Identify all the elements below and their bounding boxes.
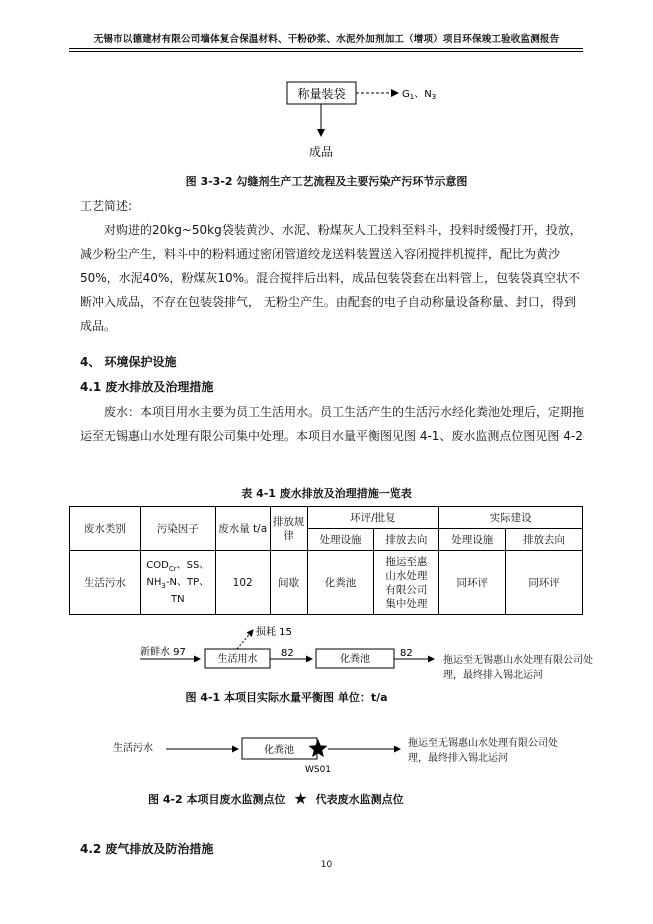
figure-3-3-2-caption: 图 3-3-2 勾缝剂生产工艺流程及主要污染产污环节示意图 [185,175,468,188]
th-rule: 排放规律 [270,507,307,551]
section-4-1-body: 废水：本项目用水主要为员工生活用水。员工生活产生的生活污水经化粪池处理后，定期拖运至无锡惠山水处理有限公司集中处理。本项目水量平衡图见图 4-1、废水监测点位图见图 4-2 [80,405,585,443]
td-actual-facility: 同环评 [439,551,506,615]
td-amount: 102 [215,551,270,615]
th-actual-dest: 排放去向 [506,529,583,551]
th-actual: 实际建设 [439,507,583,529]
table-4-1 [69,506,583,615]
td-actual-dest: 同环评 [506,551,583,615]
section-4-1-heading: 4.1 废水排放及治理措施 [80,380,214,394]
fig42-destination: 拖运至无锡惠山水处理有限公司处理，最终排入锡北运河 [408,738,558,764]
section-4-2-heading: 4.2 废气排放及防治措施 [80,842,214,856]
septic-tank-label: 化粪池 [340,654,370,665]
td-factor: $COD_{Cr}$、SS、 $NH_3-N$、TP、 TN [140,551,215,615]
loss-arrow [237,630,253,649]
domestic-water-label: 生活用水 [217,654,258,665]
td-rule: 间歇 [270,551,307,615]
process-body: 对购进的20kg~50kg袋装黄沙、水泥、粉煤灰人工投料至料斗，投料时缓慢打开，投放，减少粉尘产生，料斗中的粉料通过密闭管道绞龙送料装置送入容闭搅拌机搅拌，配比为黄沙50%，水泥40%，粉煤灰10%。混合搅拌后出料，成品包装袋套在出料管上，包装袋真空状不断冲入成品，不存在包装袋排气， 无粉尘产生。由配套的电子自动称量设备称量、封口，得到成品。 [80,223,582,333]
th-eia-facility: 处理设施 [307,529,374,551]
domestic-sewage-label: 生活污水 [113,743,153,754]
legend-star-icon: ★ [293,789,308,808]
page-number: 10 [320,860,333,870]
td-eia-dest: 拖运至惠山水处理有限公司集中处理 [374,551,439,615]
header-rule [69,48,583,49]
flow-1-label: 82 [281,648,294,659]
table-4-1-caption: 表 4-1 废水排放及治理措施一览表 [241,487,412,500]
weighing-box-label: 称量装袋 [297,87,346,101]
th-factor: 污染因子 [140,507,215,551]
th-type: 废水类别 [70,507,141,551]
figure-4-1-caption: 图 4-1 本项目实际水量平衡图 单位：t/a [185,691,388,704]
header-rule-thin [69,51,583,52]
report-header: 无锡市以德建材有限公司墙体复合保温材料、干粉砂浆、水泥外加剂加工（增项）项目环保竣工验收监测报告 [93,34,560,45]
figure-3-3-2 [0,70,653,165]
monitoring-point-label: WS01 [304,765,332,775]
product-label: 成品 [308,145,334,159]
td-eia-facility: 化粪池 [307,551,374,615]
th-amount: 废水量 t/a [215,507,270,551]
th-actual-facility: 处理设施 [439,529,506,551]
td-type: 生活污水 [70,551,141,615]
monitoring-point-star-icon [309,739,328,757]
process-heading: 工艺简述: [80,199,133,213]
fig41-destination: 拖运至无锡惠山水处理有限公司处理，最终排入锡北运河 [443,655,593,681]
flow-2-label: 82 [400,648,413,659]
th-eia-dest: 排放去向 [374,529,439,551]
septic-tank-label-2: 化粪池 [264,745,294,756]
th-eia: 环评/批复 [307,507,439,529]
figure-4-2-caption: 图 4-2 本项目废水监测点位 ★ 代表废水监测点位 [148,789,404,808]
emission-label: $G_1$、$N_3$ [402,89,437,101]
section-4-heading: 4、 环境保护设施 [80,355,177,369]
fresh-water-label: 新鲜水 97 [140,647,186,658]
loss-label: 损耗 15 [256,627,292,638]
